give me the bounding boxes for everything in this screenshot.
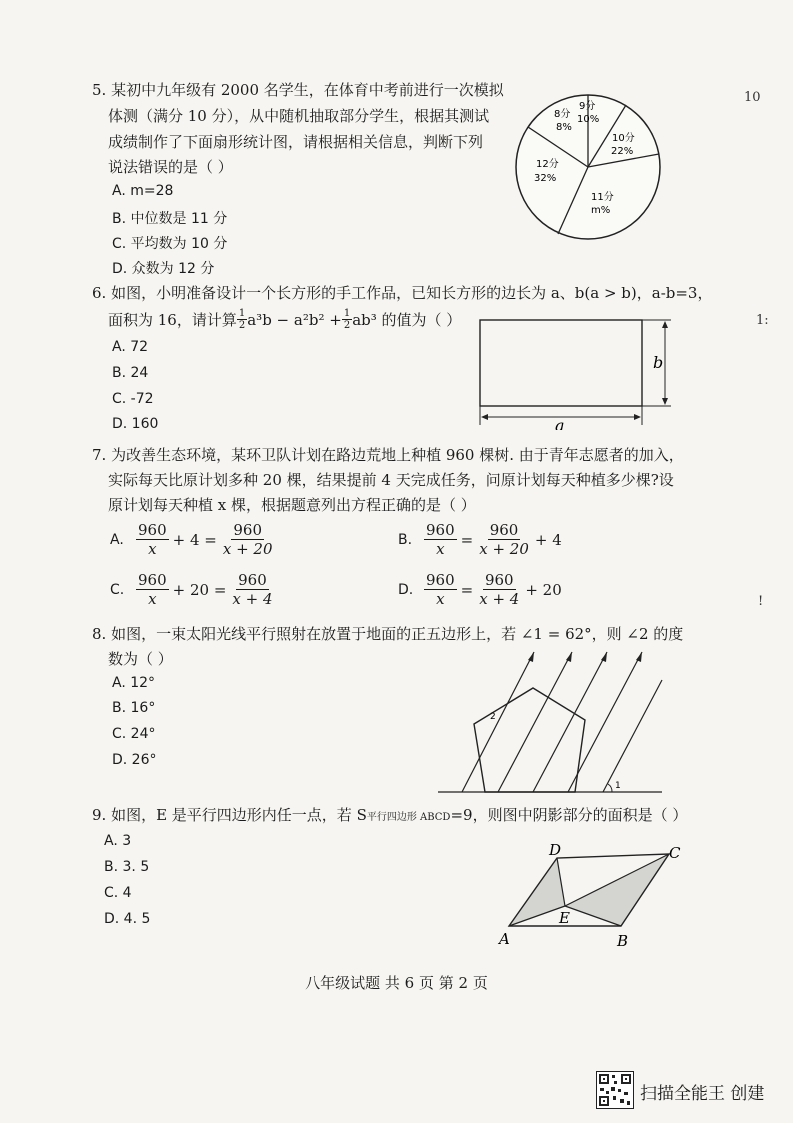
q5-pie-chart (508, 92, 668, 242)
q6-half-1 (237, 308, 247, 331)
q5-option-b: B. 中位数是 11 分 (112, 211, 228, 227)
page-footer: 八年级试题 共 6 页 第 2 页 (305, 974, 488, 992)
q8-line-2: 数为（ ） (108, 650, 173, 668)
q5-line-3: 成绩制作了下面扇形统计图，请根据相关信息，判断下列 (108, 133, 484, 151)
q7-line-1: 7. 为改善生态环境，某环卫队计划在路边荒地上种植 960 棵树. 由于青年志愿者的加入， (92, 446, 684, 464)
q8-option-d: D. 26° (112, 752, 157, 768)
q5-option-c: C. 平均数为 10 分 (112, 236, 228, 252)
scanner-brand: 扫描全能王 创建 (640, 1084, 765, 1104)
q5-line-1: 5. 某初中九年级有 2000 名学生，在体育中考前进行一次模拟 (92, 81, 504, 99)
q9-option-a: A. 3 (104, 833, 132, 849)
q7-d-frac-2: $\frac{960}{x + 4}$ (479, 571, 520, 608)
q9-point-c: C (669, 844, 681, 862)
q9-point-d: D (549, 841, 562, 859)
q6-option-c: C. -72 (112, 391, 154, 407)
q7-c-frac-1: $\frac{960}{x}$ (138, 571, 167, 608)
q7-b-op: = (460, 530, 474, 549)
q8-option-b: B. 16° (112, 700, 156, 716)
edge-mark-1: 10 (744, 90, 761, 105)
q7-a-op: + 4 = (172, 530, 217, 549)
q6-half-2-num: 1 (343, 308, 351, 319)
q5-option-a: A. m=28 (112, 183, 174, 199)
q8-option-c: C. 24° (112, 726, 156, 742)
q9-line-1-pre: 9. 如图，E 是平行四边形内任一点，若 S (92, 806, 367, 824)
q7-d-op: = (460, 580, 474, 599)
q6-option-d: D. 160 (112, 416, 159, 432)
q7-d-label: D. (398, 581, 414, 598)
q7-d-frac-1: $\frac{960}{x}$ (426, 571, 455, 608)
q5-line-4: 说法错误的是（ ） (108, 158, 233, 176)
q7-a-frac-2: $\frac{960}{x + 20}$ (222, 521, 273, 558)
pie-label-10: 10分 (612, 133, 635, 144)
q7-b-frac-1: $\frac{960}{x}$ (426, 521, 455, 558)
q6-half-1-num: 1 (238, 308, 246, 319)
q9-line-1 (92, 805, 687, 828)
q7-option-b (398, 521, 566, 558)
pie-value-8: 8% (556, 122, 572, 133)
q9-point-a: A (499, 930, 510, 948)
q9-option-c: C. 4 (104, 885, 132, 901)
q9-line-1-post: =9，则图中阴影部分的面积是（ ） (450, 806, 688, 824)
pie-value-10: 22% (611, 146, 634, 157)
pie-value-9: 10% (577, 114, 600, 125)
q9-point-e: E (559, 909, 570, 927)
pie-value-12: 32% (534, 173, 557, 184)
q6-half-1-den: 2 (238, 320, 246, 331)
q5-line-2: 体测（满分 10 分），从中随机抽取部分学生，根据其测试 (108, 107, 490, 125)
q8-option-a: A. 12° (112, 675, 156, 691)
pie-label-12: 12分 (536, 159, 559, 170)
q7-option-d (398, 571, 566, 608)
q9-option-b: B. 3. 5 (104, 859, 150, 875)
q6-line-2 (108, 308, 461, 331)
q6-term-1: a³b − a²b² + (247, 310, 342, 329)
q6-label-a: a (555, 416, 565, 430)
q8-angle-2: 2 (490, 712, 496, 722)
q9-parallelogram-figure (495, 838, 690, 950)
q6-option-b: B. 24 (112, 365, 149, 381)
q8-pentagon-figure (438, 640, 663, 800)
q7-a-frac-1: $\frac{960}{x}$ (138, 521, 167, 558)
q7-c-op: + 20 = (172, 580, 227, 599)
pie-value-11: m% (591, 205, 611, 216)
q6-line-1: 6. 如图，小明准备设计一个长方形的手工作品，已知长方形的边长为 a、b(a > b)，a-b=3， (92, 284, 713, 302)
pie-label-11: 11分 (591, 192, 614, 203)
q7-line-2: 实际每天比原计划多种 20 棵，结果提前 4 天完成任务，问原计划每天种植多少棵?设 (108, 471, 674, 489)
q7-option-c (110, 571, 283, 608)
q7-a-label: A. (110, 531, 124, 548)
qr-code-icon (596, 1071, 634, 1109)
q6-rectangle-figure (475, 315, 675, 430)
q7-c-label: C. (110, 581, 125, 598)
q5-option-d: D. 众数为 12 分 (112, 261, 215, 277)
q7-c-frac-2: $\frac{960}{x + 4}$ (232, 571, 273, 608)
q8-angle-1: 1 (615, 781, 621, 791)
q6-option-a: A. 72 (112, 339, 149, 355)
pie-label-8: 8分 (554, 109, 571, 120)
q6-line-2-pre: 面积为 16，请计算 (108, 310, 237, 329)
q8-line-1: 8. 如图，一束太阳光线平行照射在放置于地面的正五边形上，若 ∠1 = 62°，则 ∠2 的度 (92, 625, 684, 643)
q9-subscript: 平行四边形 ABCD (366, 812, 451, 823)
pie-label-9: 9分 (579, 101, 596, 112)
q9-option-d: D. 4. 5 (104, 911, 151, 927)
edge-mark-3: ! (758, 594, 764, 609)
q7-b-frac-2: $\frac{960}{x + 20}$ (479, 521, 529, 558)
q6-term-2: ab³ 的值为（ ） (352, 310, 462, 329)
q6-half-2 (342, 308, 352, 331)
edge-mark-2: 1: (756, 313, 769, 328)
q7-option-a (110, 521, 283, 558)
q9-point-b: B (617, 932, 629, 950)
q7-d-tail: + 20 (525, 580, 562, 599)
q7-b-tail: + 4 (534, 530, 562, 549)
q6-half-2-den: 2 (343, 320, 351, 331)
q7-line-3: 原计划每天种植 x 棵，根据题意列出方程正确的是（ ） (108, 496, 476, 514)
q7-b-label: B. (398, 531, 413, 548)
q6-label-b: b (653, 353, 664, 372)
